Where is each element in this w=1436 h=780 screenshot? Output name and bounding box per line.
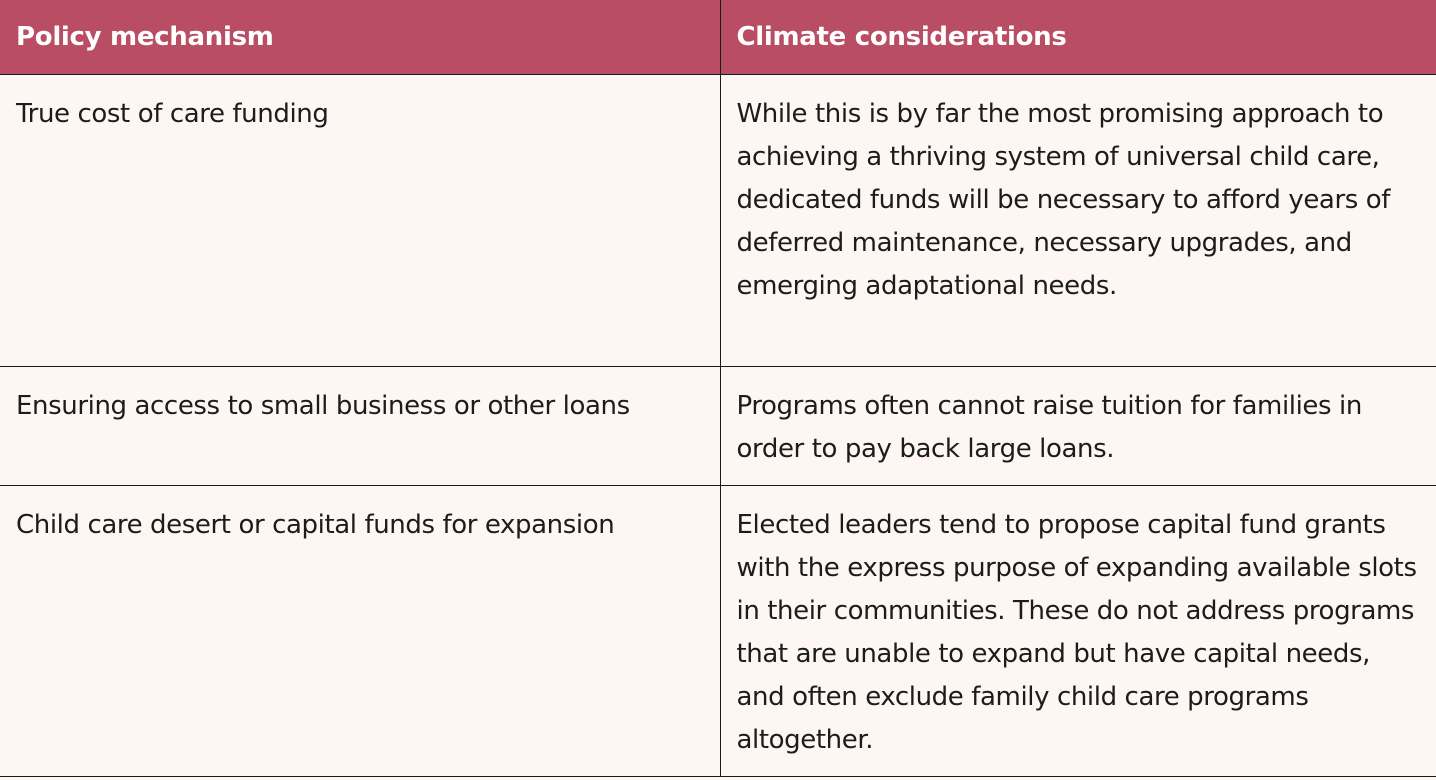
policy-mechanism-cell: True cost of care funding [0, 75, 720, 367]
climate-considerations-cell: While this is by far the most promising approach to achieving a thriving system of universal child care, dedicated funds will be necessary to afford years of deferred maintenance, necessary upgrades, and emerging adaptational needs. [720, 75, 1436, 367]
table-row [0, 75, 1436, 367]
table-header-row [0, 0, 1436, 75]
climate-considerations-cell: Elected leaders tend to propose capital fund grants with the express purpose of expanding available slots in their communities. These do not address programs that are unable to expand but have capital needs, and often exclude family child care programs altogether. [720, 486, 1436, 777]
column-header-policy-mechanism: Policy mechanism [0, 0, 720, 75]
climate-considerations-cell: Programs often cannot raise tuition for families in order to pay back large loans. [720, 367, 1436, 486]
policy-mechanism-cell: Child care desert or capital funds for expansion [0, 486, 720, 777]
table-row [0, 367, 1436, 486]
column-header-climate-considerations: Climate considerations [720, 0, 1436, 75]
policy-mechanism-cell: Ensuring access to small business or other loans [0, 367, 720, 486]
table-row [0, 486, 1436, 777]
